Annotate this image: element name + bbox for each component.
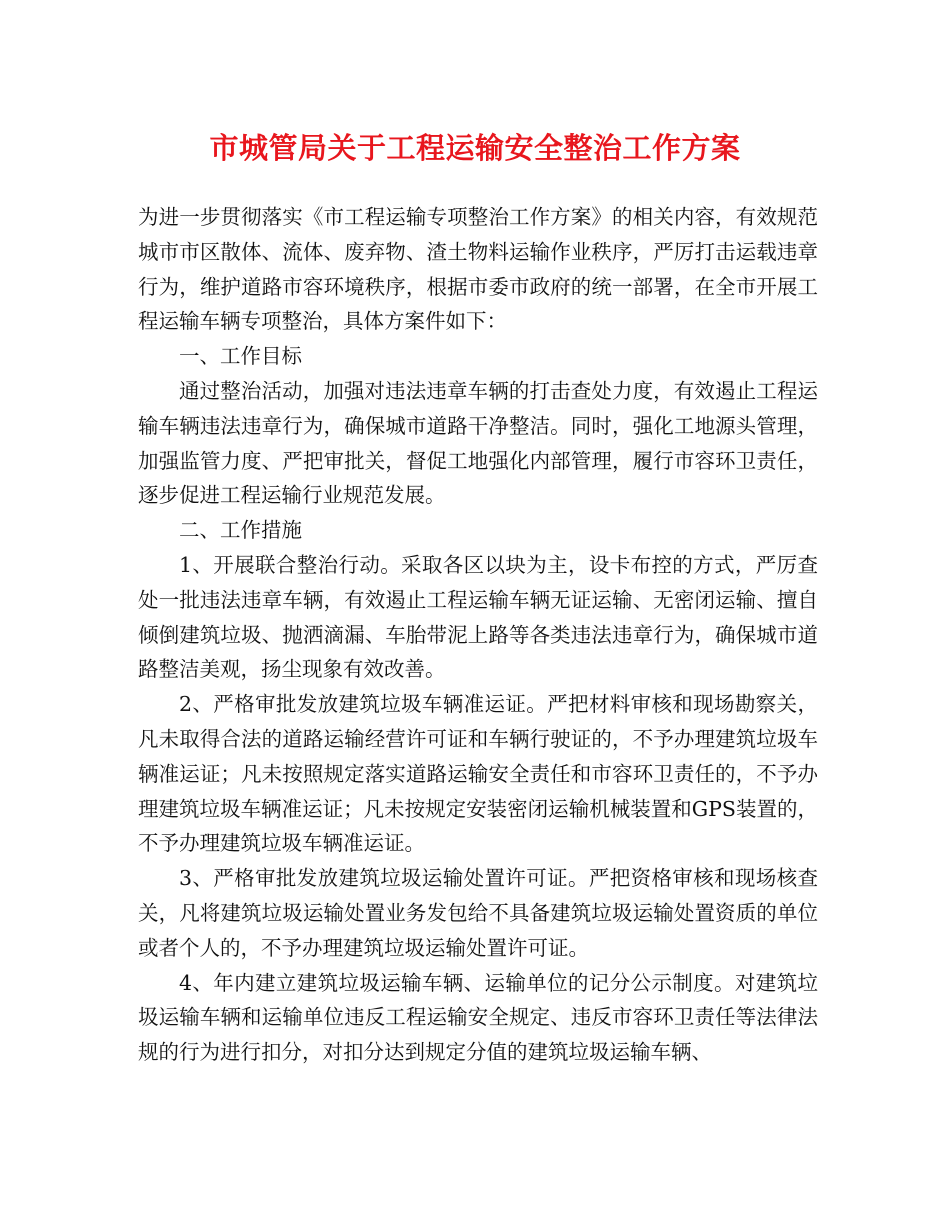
section-heading-goals: 一、工作目标 [179,344,302,369]
measure-paragraph-1: 1、开展联合整治行动。采取各区以块为主，设卡布控的方式，严厉查处一批违法违章车辆，有效遏止工程运输车辆无证运输、无密闭运输、擅自倾倒建筑垃圾、抛洒滴漏、车胎带泥上路等各类违法违章行为，确保城市道路整洁美观，扬尘现象有效改善。 [138,552,818,682]
measure-paragraph-2: 2、严格审批发放建筑垃圾车辆准运证。严把材料审核和现场勘察关，凡未取得合法的道路运输经营许可证和车辆行驶证的，不予办理建筑垃圾车辆准运证；凡未按照规定落实道路运输安全责任和市容环卫责任的，不予办理建筑垃圾车辆准运证；凡未按规定安装密闭运输机械装置和GPS装置的，不予办理建筑垃圾车辆准运证。 [138,692,818,856]
intro-paragraph: 为进一步贯彻落实《市工程运输专项整治工作方案》的相关内容，有效规范城市市区散体、流体、废弃物、渣土物料运输作业秩序，严厉打击运载违章行为，维护道路市容环境秩序，根据市委市政府的统一部署，在全市开展工程运输车辆专项整治，具体方案件如下： [138,205,818,334]
measure-paragraph-4: 4、年内建立建筑垃圾运输车辆、运输单位的记分公示制度。对建筑垃圾运输车辆和运输单位违反工程运输安全规定、违反市容环卫责任等法律法规的行为进行扣分，对扣分达到规定分值的建筑垃圾运输车辆、 [138,970,818,1065]
document-body [138,200,818,1070]
section-heading-measures: 二、工作措施 [179,518,302,543]
measure-paragraph-3: 3、严格审批发放建筑垃圾运输处置许可证。严把资格审核和现场核查关，凡将建筑垃圾运输处置业务发包给不具备建筑垃圾运输处置资质的单位或者个人的，不予办理建筑垃圾运输处置许可证。 [138,866,818,960]
goals-paragraph: 通过整治活动，加强对违法违章车辆的打击查处力度，有效遏止工程运输车辆违法违章行为，确保城市道路干净整洁。同时，强化工地源头管理，加强监管力度、严把审批关，督促工地强化内部管理，履行市容环卫责任，逐步促进工程运输行业规范发展。 [138,378,818,508]
document-title: 市城管局关于工程运输安全整治工作方案 [209,131,741,165]
